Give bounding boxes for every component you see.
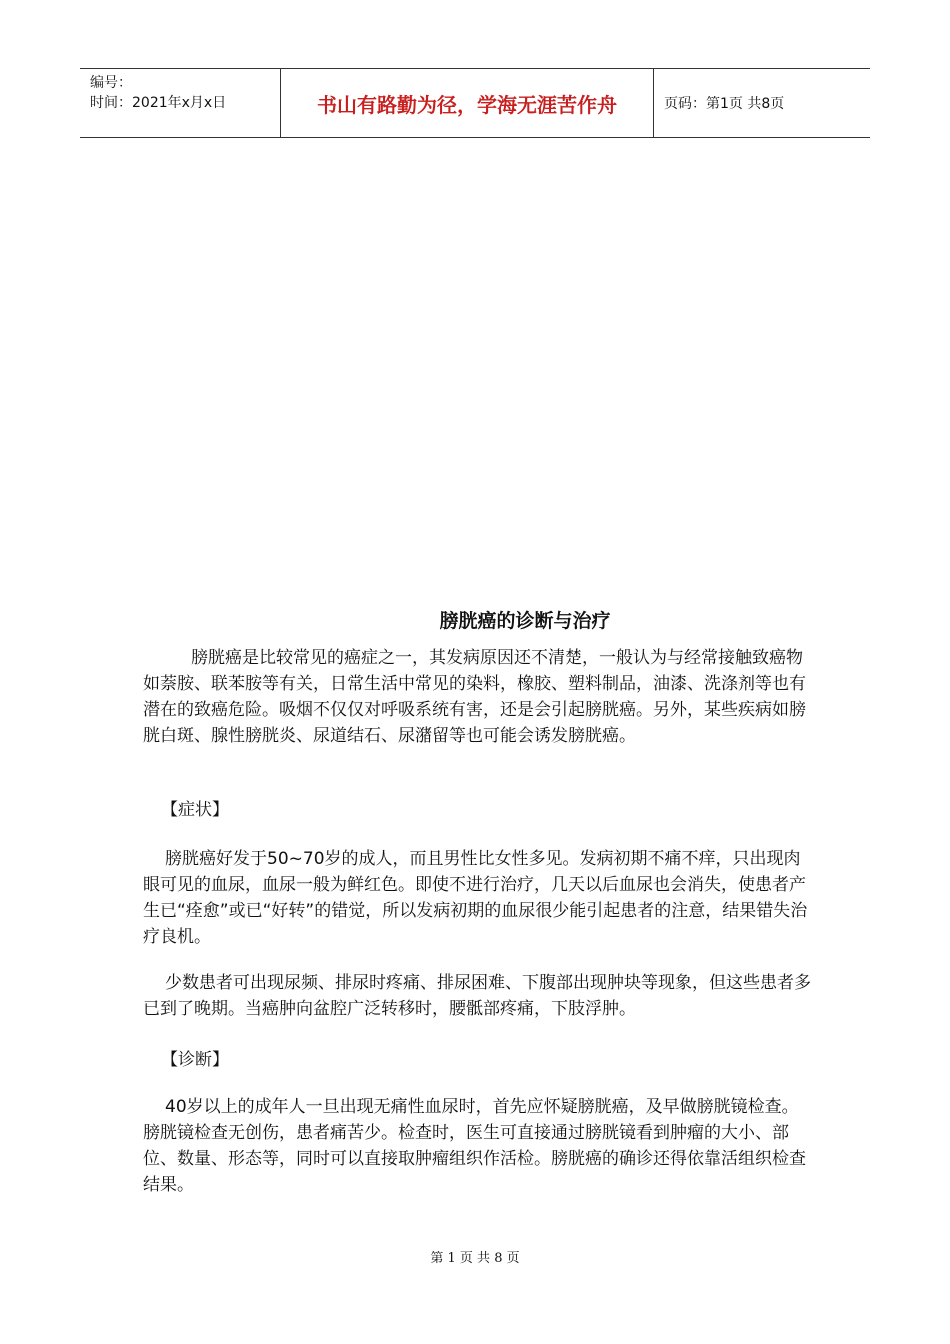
- diagnosis-heading: 【诊断】: [161, 1050, 229, 1070]
- symptoms-heading: 【症状】: [161, 800, 229, 820]
- document-title: 膀胱癌的诊断与治疗: [439, 610, 611, 632]
- diagnosis-paragraph-1: 40岁以上的成年人一旦出现无痛性血尿时，首先应怀疑膀胱癌，及早做膀胱镜检查。膀胱镜检查无创伤，患者痛苦少。检查时，医生可直接通过膀胱镜看到肿瘤的大小、部位、数量、形态等，同时可以直接取肿瘤组织作活检。膀胱癌的确诊还得依靠活组织检查结果。: [143, 1097, 806, 1195]
- time-label: 时间：2021年x月x日: [90, 95, 227, 111]
- number-label: 编号：: [90, 75, 132, 91]
- document-header: [80, 68, 870, 138]
- intro-paragraph: 膀胱癌是比较常见的癌症之一，其发病原因还不清楚，一般认为与经常接触致癌物如萘胺、联苯胺等有关，日常生活中常见的染料，橡胶、塑料制品，油漆、洗涤剂等也有潜在的致癌危险。吸烟不仅仅对呼吸系统有害，还是会引起膀胱癌。另外，某些疾病如膀胱白斑、腺性膀胱炎、尿道结石、尿潴留等也可能会诱发膀胱癌。: [143, 648, 806, 746]
- header-page-info: 页码：第1页 共8页: [664, 96, 785, 112]
- symptoms-paragraph-2: 少数患者可出现尿频、排尿时疼痛、排尿困难、下腹部出现肿块等现象，但这些患者多已到了晚期。当癌肿向盆腔广泛转移时，腰骶部疼痛，下肢浮肿。: [143, 973, 811, 1019]
- page-footer: 第 1 页 共 8 页: [430, 1251, 520, 1266]
- header-meta: [80, 69, 281, 137]
- header-motto: 书山有路勤为径，学海无涯苦作舟: [281, 69, 654, 137]
- symptoms-paragraph-1: 膀胱癌好发于50~70岁的成人，而且男性比女性多见。发病初期不痛不痒，只出现肉眼可见的血尿，血尿一般为鲜红色。即使不进行治疗，几天以后血尿也会消失，使患者产生已“痊愈”或已“好转”的错觉，所以发病初期的血尿很少能引起患者的注意，结果错失治疗良机。: [143, 849, 808, 947]
